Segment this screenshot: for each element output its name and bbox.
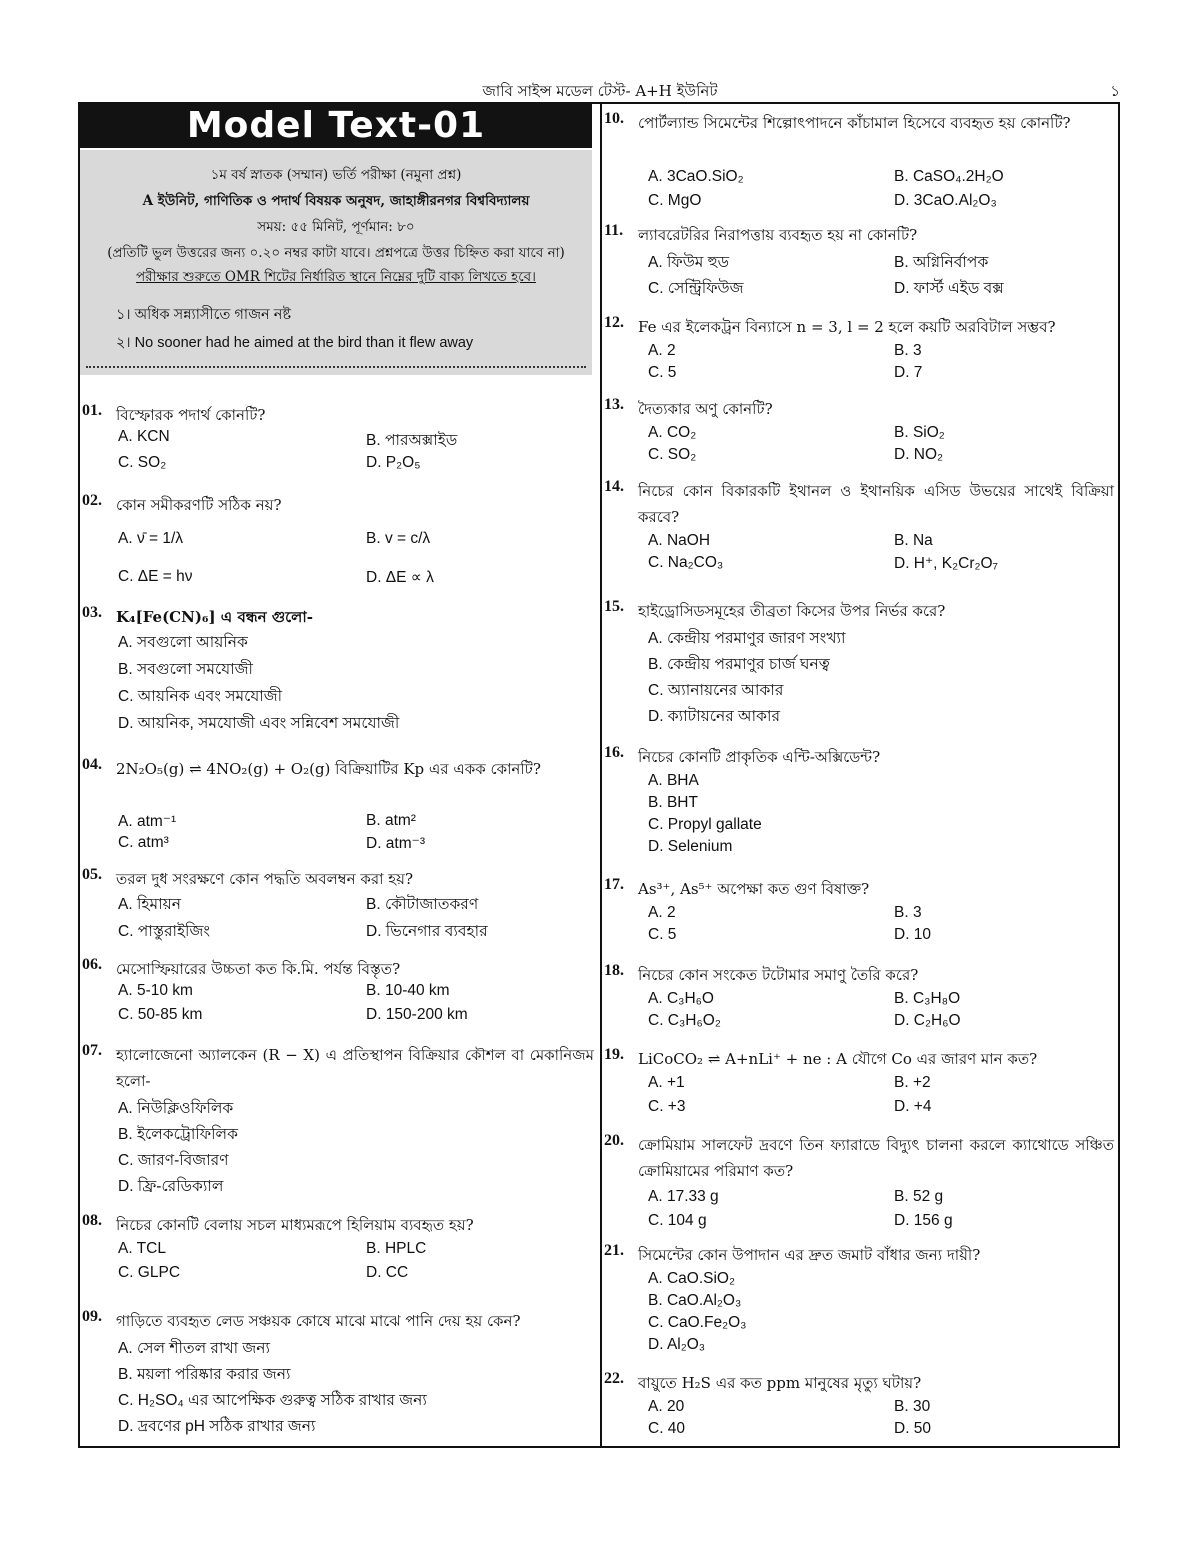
option-d: D. Al₂O₃ — [648, 1336, 706, 1353]
option-b: B. পারঅক্সাইড — [366, 432, 458, 449]
exam-info-box — [80, 150, 592, 375]
option-c: C. H₂SO₄ এর আপেক্ষিক গুরুত্ব সঠিক রাখার জন্য — [118, 1392, 427, 1409]
dotted-separator — [86, 366, 586, 368]
option-a: A. atm⁻¹ — [118, 813, 177, 830]
option-c: C. জারণ-বিজারণ — [118, 1152, 229, 1169]
question-text: বায়ুতে H₂S এর কত ppm মানুষের মৃত্যু ঘটায়? — [638, 1374, 922, 1392]
option-d: D. 150-200 km — [366, 1006, 468, 1023]
option-b: B. কৌটাজাতকরণ — [366, 896, 479, 913]
option-b: B. কেন্দ্রীয় পরমাণুর চার্জ ঘনত্ব — [648, 656, 830, 673]
question-text: সিমেন্টের কোন উপাদান এর দ্রুত জমাট বাঁধার জন্য দায়ী? — [638, 1246, 981, 1264]
option-d: D. 3CaO.Al₂O₃ — [894, 192, 997, 209]
question-text: পোর্টল্যান্ড সিমেন্টের শিল্পোৎপাদনে কাঁচামাল হিসেবে ব্যবহৃত হয় কোনটি? — [638, 114, 1071, 132]
option-d: D. দ্রবণের pH সঠিক রাখার জন্য — [118, 1418, 316, 1435]
option-b: B. সবগুলো সমযোজী — [118, 661, 253, 678]
option-d: D. 50 — [894, 1420, 932, 1437]
option-c: C. 5 — [648, 364, 677, 381]
option-a: A. ফিউম হুড — [648, 254, 730, 271]
page-frame — [78, 102, 1120, 1448]
option-d: D. NO₂ — [894, 446, 944, 463]
question-text: দৈত্যকার অণু কোনটি? — [638, 400, 773, 418]
option-d: D. ΔE ∝ λ — [366, 569, 434, 586]
option-c: C. 104 g — [648, 1212, 707, 1229]
option-d: D. C₂H₆O — [894, 1012, 961, 1029]
option-d: D. atm⁻³ — [366, 835, 425, 852]
question-number: 03. — [82, 604, 102, 621]
question-number: 19. — [604, 1046, 624, 1063]
option-a: A. TCL — [118, 1240, 166, 1257]
option-d: D. 10 — [894, 926, 932, 943]
option-b: B. Na — [894, 532, 933, 549]
question-number: 16. — [604, 744, 624, 761]
question-number: 10. — [604, 110, 624, 127]
option-b: B. C₃H₈O — [894, 990, 961, 1007]
option-a: A. হিমায়ন — [118, 896, 182, 913]
question-number: 20. — [604, 1132, 624, 1149]
option-d: D. +4 — [894, 1098, 932, 1115]
option-c: C. 5 — [648, 926, 677, 943]
option-d: D. CC — [366, 1264, 409, 1281]
question-text: ল্যাবরেটরির নিরাপত্তায় ব্যবহৃত হয় না কোনটি? — [638, 226, 918, 244]
option-b: B. CaO.Al₂O₃ — [648, 1292, 742, 1309]
option-b: B. 3 — [894, 342, 922, 359]
page-header-title: জাবি সাইন্স মডেল টেস্ট- A+H ইউনিট — [482, 82, 718, 100]
question-text: LiCoCO₂ ⇌ A+nLi⁺ + ne : A যৌগে Co এর জারণ মান কত? — [638, 1050, 1038, 1068]
option-d: D. Selenium — [648, 838, 733, 855]
question-number: 04. — [82, 756, 102, 773]
option-a: A. নিউক্লিওফিলিক — [118, 1100, 234, 1117]
option-c: C. GLPC — [118, 1264, 181, 1281]
option-c: C. +3 — [648, 1098, 686, 1115]
question-text: K₄[Fe(CN)₆] এ বন্ধন গুলো- — [116, 608, 313, 626]
option-b: B. 30 — [894, 1398, 931, 1415]
exam-title-line: ১ম বর্ষ স্নাতক (সম্মান) ভর্তি পরীক্ষা (নমুনা প্রশ্ন) — [210, 167, 462, 183]
option-c: C. 50-85 km — [118, 1006, 203, 1023]
option-a: A. C₃H₆O — [648, 990, 714, 1007]
question-text: গাড়িতে ব্যবহৃত লেড সঞ্চয়ক কোষে মাঝে মাঝে পানি দেয় হয় কেন? — [116, 1312, 521, 1330]
question-number: 07. — [82, 1042, 102, 1059]
exam-penalty-line: (প্রতিটি ভুল উত্তরের জন্য ০.২০ নম্বর কাটা যাবে। প্রশ্নপত্রে উত্তর চিহ্নিত করা যাবে না) — [107, 245, 565, 261]
option-b: B. ময়লা পরিষ্কার করার জন্য — [118, 1366, 291, 1383]
question-number: 18. — [604, 962, 624, 979]
option-a: A. 5-10 km — [118, 982, 193, 999]
question-number: 05. — [82, 866, 102, 883]
question-text: Fe এর ইলেকট্রন বিন্যাসে n = 3, l = 2 হলে কয়টি অরবিটাল সম্ভব? — [638, 318, 1056, 336]
option-b: B. atm² — [366, 812, 416, 829]
option-c: C. অ্যানায়নের আকার — [648, 682, 784, 699]
question-number: 13. — [604, 396, 624, 413]
exam-omr-instruction: পরীক্ষার শুরুতে OMR শিটের নির্ধারিত স্থানে নিম্নের দুটি বাক্য লিখতে হবে। — [136, 269, 536, 285]
question-text: নিচের কোন সংকেত টটোমার সমাণু তৈরি করে? — [638, 966, 919, 984]
option-c: C. atm³ — [118, 834, 169, 851]
option-a: A. ν̄ = 1/λ — [118, 530, 184, 547]
question-number: 22. — [604, 1370, 624, 1387]
option-a: A. সেল শীতল রাখা জন্য — [118, 1340, 271, 1357]
option-c: C. Propyl gallate — [648, 816, 762, 833]
option-b: B. v = c/λ — [366, 530, 431, 547]
option-c: C. SO₂ — [118, 454, 167, 471]
option-d: D. 7 — [894, 364, 923, 381]
option-a: A. CaO.SiO₂ — [648, 1270, 735, 1287]
option-c: C. Na₂CO₃ — [648, 554, 724, 571]
question-text: হাইড্রোসিডসমূহের তীব্রতা কিসের উপর নির্ভর করে? — [638, 602, 946, 620]
option-c: C. SO₂ — [648, 446, 697, 463]
question-number: 09. — [82, 1308, 102, 1325]
option-a: A. 20 — [648, 1398, 685, 1415]
option-a: A. BHA — [648, 772, 699, 789]
option-c: C. 40 — [648, 1420, 686, 1437]
question-text: কোন সমীকরণটি সঠিক নয়? — [116, 496, 282, 514]
option-a: A. +1 — [648, 1074, 685, 1091]
option-a: A. কেন্দ্রীয় পরমাণুর জারণ সংখ্যা — [648, 630, 846, 647]
option-d: D. P₂O₅ — [366, 454, 421, 471]
option-c: C. ΔE = hν — [118, 568, 193, 585]
question-number: 17. — [604, 876, 624, 893]
question-text: মেসোস্ফিয়ারের উচ্চতা কত কি.মি. পর্যন্ত বিস্তৃত? — [116, 960, 401, 978]
option-c: C. সেন্ট্রিফিউজ — [648, 280, 744, 297]
option-b: B. অগ্নিনির্বাপক — [894, 254, 989, 271]
option-c: C. CaO.Fe₂O₃ — [648, 1314, 747, 1331]
omr-sentence-1: ১। অধিক সন্ন্যাসীতে গাজন নষ্ট — [116, 307, 292, 323]
question-number: 06. — [82, 956, 102, 973]
question-text: 2N₂O₅(g) ⇌ 4NO₂(g) + O₂(g) বিক্রিয়াটির Kp এর একক কোনটি? — [116, 760, 541, 778]
option-b: B. +2 — [894, 1074, 931, 1091]
option-d: D. ফ্রি-রেডিক্যাল — [118, 1178, 224, 1195]
question-text: ক্রোমিয়াম সালফেট দ্রবণে তিন ফ্যারাডে বিদ্যুৎ চালনা করলে ক্যাথোডে সঞ্চিত ক্রোমিয়ামের পরিমাণ কত? — [638, 1136, 1114, 1180]
exam-unit-line: A ইউনিট, গাণিতিক ও পদার্থ বিষয়ক অনুষদ, জাহাঙ্গীরনগর বিশ্ববিদ্যালয় — [142, 193, 530, 209]
option-a: A. সবগুলো আয়নিক — [118, 634, 248, 651]
question-number: 12. — [604, 314, 624, 331]
option-d: D. আয়নিক, সমযোজী এবং সন্নিবেশ সমযোজী — [118, 715, 400, 732]
option-a: A. CO₂ — [648, 424, 697, 441]
option-d: D. ক্যাটায়নের আকার — [648, 708, 780, 725]
option-b: B. CaSO₄.2H₂O — [894, 168, 1004, 185]
option-b: B. 10-40 km — [366, 982, 450, 999]
question-text: নিচের কোনটি বেলায় সচল মাধ্যমরূপে হিলিয়াম ব্যবহৃত হয়? — [116, 1216, 474, 1234]
question-text: As³⁺, As⁵⁺ অপেক্ষা কত গুণ বিষাক্ত? — [638, 880, 870, 898]
option-b: B. 52 g — [894, 1188, 944, 1205]
option-d: D. H⁺, K₂Cr₂O₇ — [894, 555, 998, 572]
question-number: 01. — [82, 402, 102, 419]
exam-time-line: সময়: ৫৫ মিনিট, পূর্ণমান: ৮০ — [257, 219, 415, 235]
page-header — [80, 78, 1120, 102]
option-a: A. 2 — [648, 342, 676, 359]
option-a: A. 17.33 g — [648, 1188, 719, 1205]
omr-sentence-2: ২। No sooner had he aimed at the bird than it flew away — [116, 335, 474, 351]
option-b: B. ইলেকট্রোফিলিক — [118, 1126, 238, 1143]
option-d: D. 156 g — [894, 1212, 953, 1229]
question-number: 02. — [82, 492, 102, 509]
question-text: নিচের কোনটি প্রাকৃতিক এন্টি-অক্সিডেন্ট? — [638, 748, 881, 766]
option-a: A. 2 — [648, 904, 676, 921]
question-text: তরল দুধ সংরক্ষণে কোন পদ্ধতি অবলম্বন করা হয়? — [116, 870, 413, 888]
column-divider — [600, 104, 602, 1446]
question-text: নিচের কোন বিকারকটি ইথানল ও ইথানয়িক এসিড উভয়ের সাথেই বিক্রিয়া করবে? — [638, 482, 1114, 526]
option-b: B. BHT — [648, 794, 698, 811]
option-b: B. 3 — [894, 904, 922, 921]
option-b: B. SiO₂ — [894, 424, 945, 441]
question-text: হ্যালোজেনো অ্যালকেন (R − X) এ প্রতিস্থাপন বিক্রিয়ার কৌশল বা মেকানিজম হলো- — [116, 1046, 594, 1090]
option-c: C. C₃H₆O₂ — [648, 1012, 721, 1029]
option-d: D. ফার্স্ট এইড বক্স — [894, 280, 1004, 297]
option-c: C. পাস্তুরাইজিং — [118, 923, 211, 940]
question-number: 15. — [604, 598, 624, 615]
option-c: C. আয়নিক এবং সমযোজী — [118, 688, 283, 705]
option-a: A. NaOH — [648, 532, 711, 549]
model-test-banner: Model Text-01 — [80, 104, 592, 148]
option-a: A. 3CaO.SiO₂ — [648, 168, 744, 185]
option-d: D. ভিনেগার ব্যবহার — [366, 923, 488, 940]
question-number: 21. — [604, 1242, 624, 1259]
question-number: 08. — [82, 1212, 102, 1229]
option-a: A. KCN — [118, 428, 170, 445]
question-number: 14. — [604, 478, 624, 495]
question-text: বিস্ফোরক পদার্থ কোনটি? — [116, 406, 266, 424]
option-b: B. HPLC — [366, 1240, 427, 1257]
option-c: C. MgO — [648, 192, 702, 209]
question-number: 11. — [604, 222, 624, 239]
page-number: ১ — [1110, 82, 1120, 100]
